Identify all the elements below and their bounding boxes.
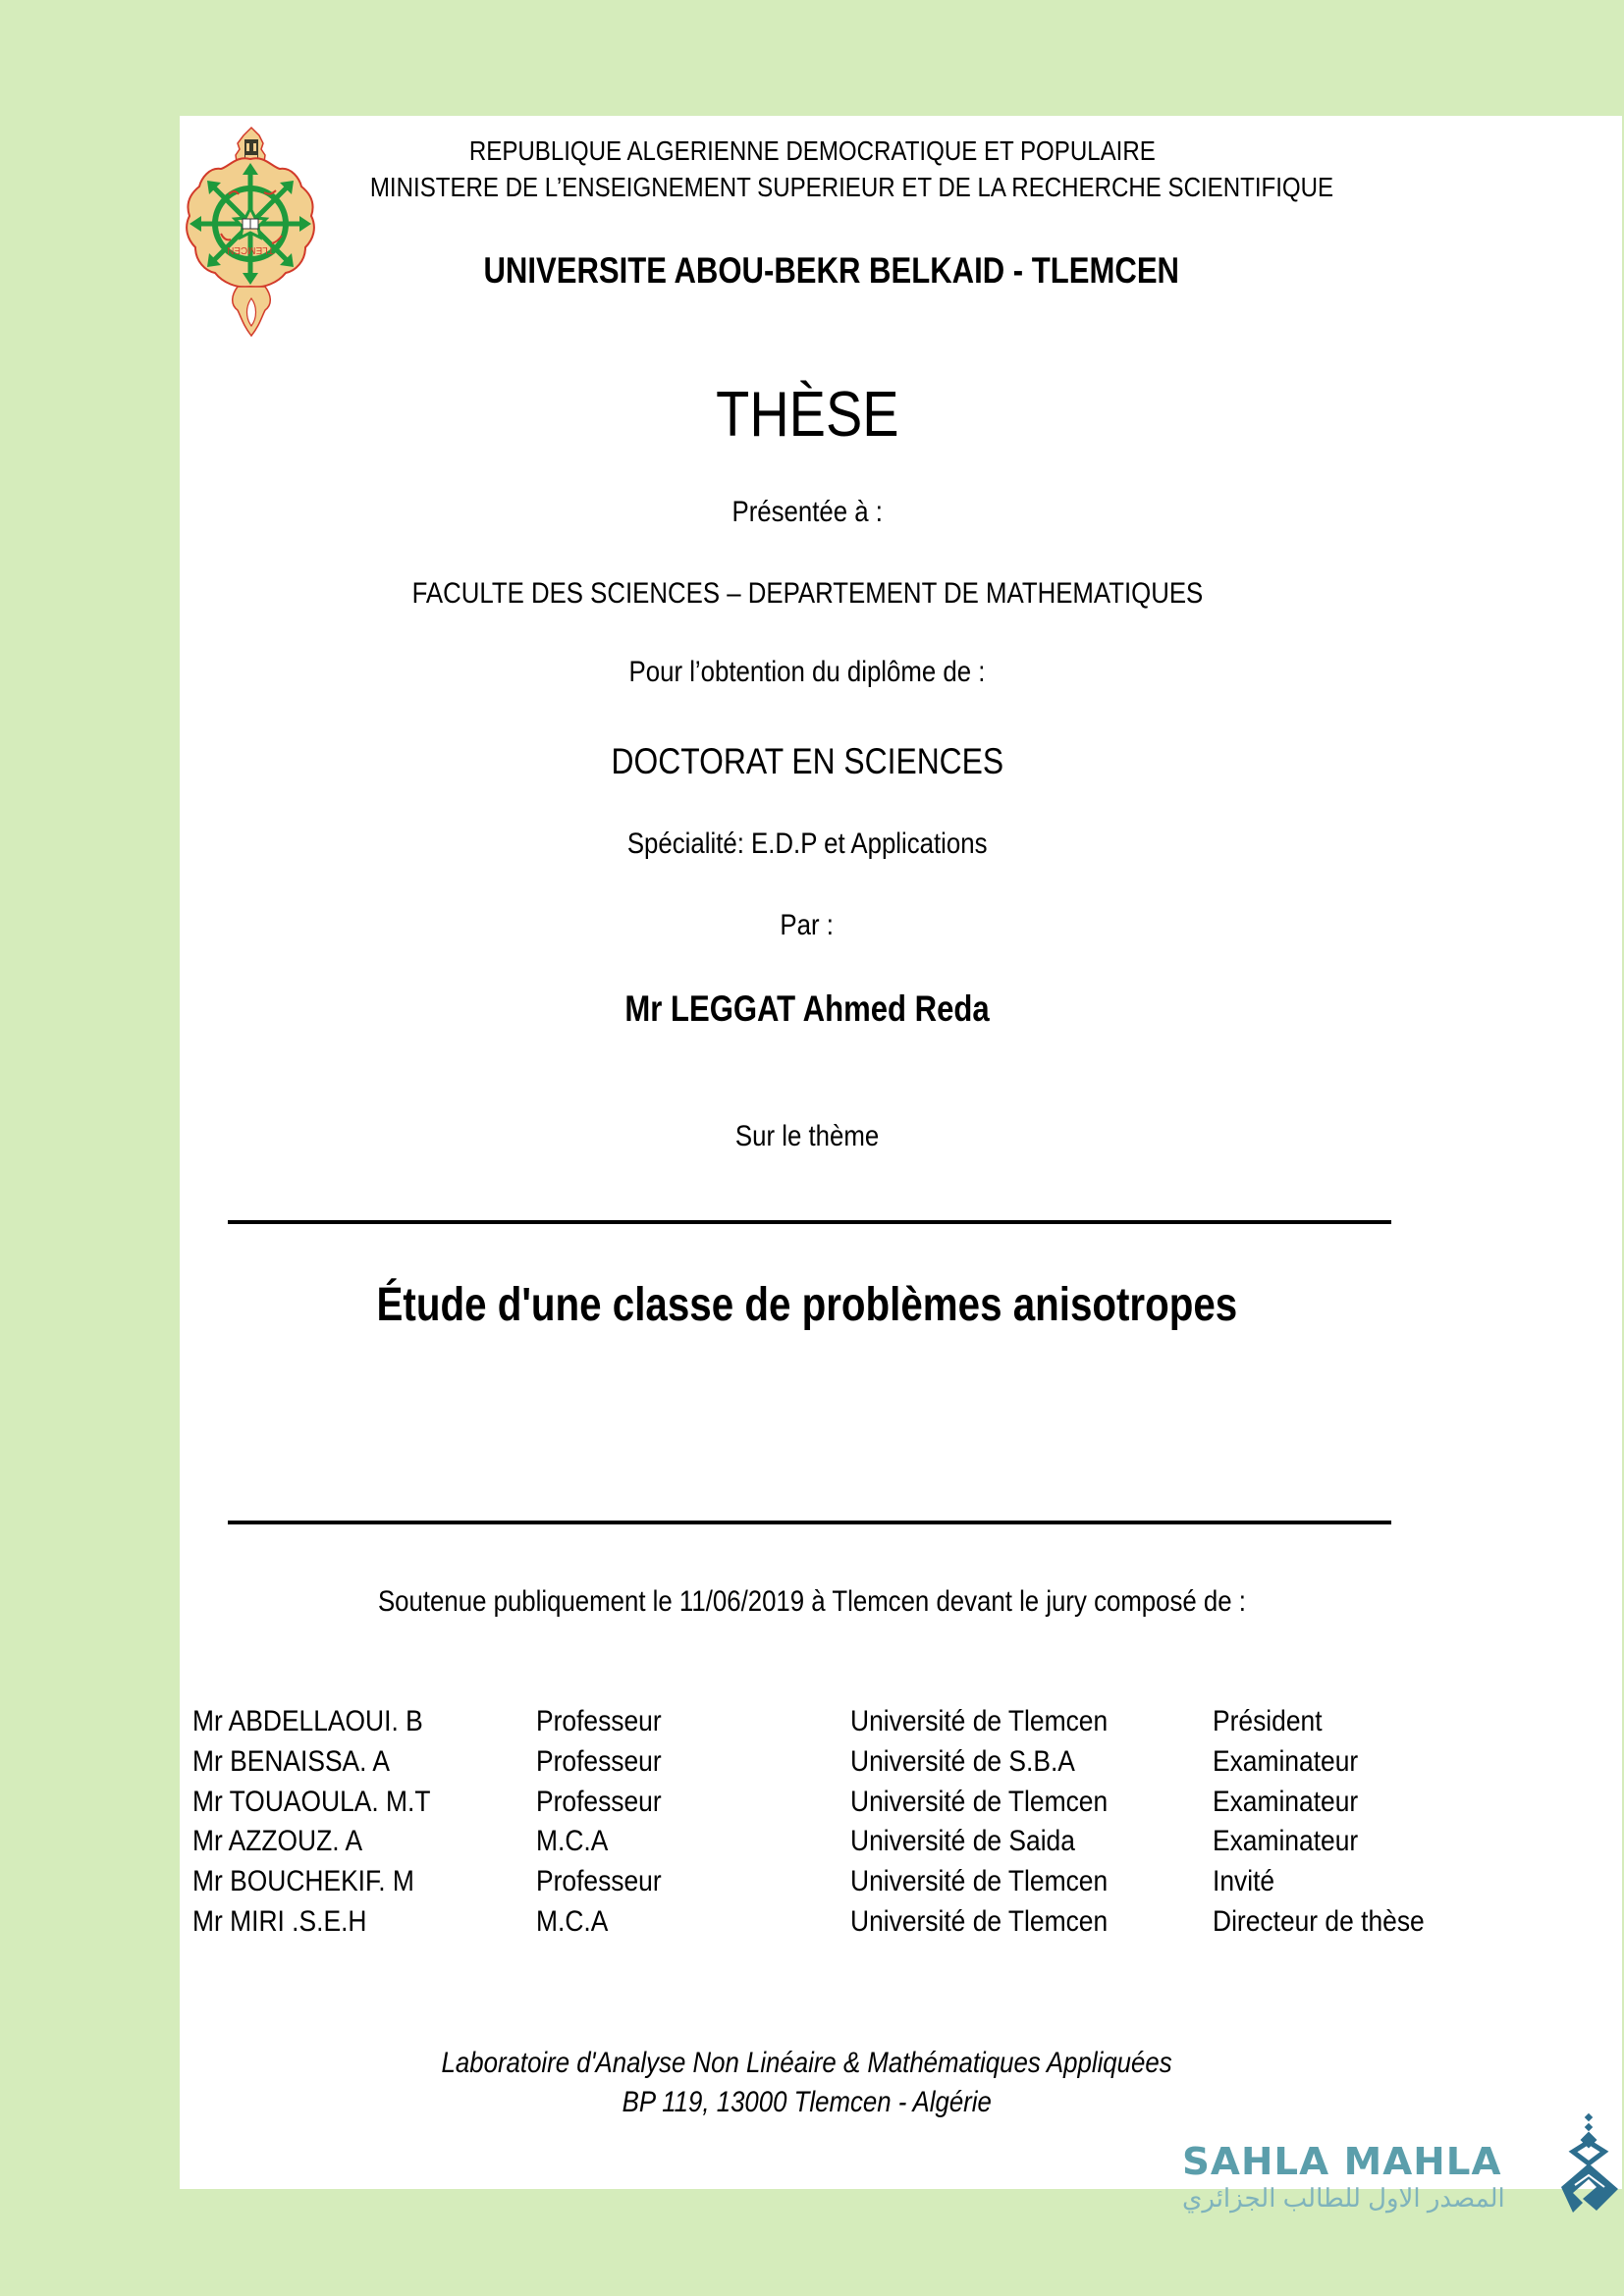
jury-row xyxy=(0,1865,1624,1904)
jury-member-university: Université de Tlemcen xyxy=(850,1905,1109,1938)
jury-member-rank: Professeur xyxy=(536,1865,662,1897)
jury-member-role: Directeur de thèse xyxy=(1213,1905,1425,1938)
jury-member-name: Mr ABDELLAOUI. B xyxy=(192,1705,423,1737)
watermark-brand: SAHLA MAHLA xyxy=(1182,2140,1502,2183)
republic-line xyxy=(0,137,1624,165)
by-label-text: Par : xyxy=(780,909,835,941)
presented-to-text: Présentée à : xyxy=(731,496,883,528)
presented-to-label xyxy=(0,498,1619,527)
theme-label-text: Sur le thème xyxy=(734,1120,880,1152)
sahla-mahla-watermark xyxy=(1174,2110,1624,2218)
ministry-line xyxy=(39,174,1624,201)
diploma-label xyxy=(0,658,1619,687)
diploma-name xyxy=(0,743,1619,779)
jury-member-role: Examinateur xyxy=(1213,1786,1359,1818)
svg-text:TLEMCEN: TLEMCEN xyxy=(227,244,274,255)
by-label xyxy=(0,911,1619,940)
thesis-title xyxy=(0,1279,1619,1331)
jury-member-role: Président xyxy=(1213,1705,1323,1737)
specialty-text: Spécialité: E.D.P et Applications xyxy=(626,828,988,860)
diploma-text: DOCTORAT EN SCIENCES xyxy=(611,741,1003,781)
watermark-tagline: المصدر الاول للطالب الجزائري xyxy=(1182,2183,1505,2213)
jury-row xyxy=(0,1705,1624,1744)
jury-member-name: Mr BOUCHEKIF. M xyxy=(192,1865,414,1897)
defense-statement-text: Soutenue publiquement le 11/06/2019 à Tlemcen devant le jury composé de : xyxy=(377,1585,1246,1618)
jury-member-rank: Professeur xyxy=(536,1705,662,1737)
title-bottom-rule xyxy=(228,1521,1391,1524)
jury-member-rank: M.C.A xyxy=(536,1825,609,1857)
ministry-text: MINISTERE DE L’ENSEIGNEMENT SUPERIEUR ET DE LA RECHERCHE SCIENTIFIQUE xyxy=(369,172,1333,202)
university-text: UNIVERSITE ABOU-BEKR BELKAID - TLEMCEN xyxy=(483,250,1180,291)
jury-row xyxy=(0,1825,1624,1864)
jury-member-name: Mr TOUAOULA. M.T xyxy=(192,1786,431,1818)
sahla-mahla-logo-icon xyxy=(1553,2112,1624,2216)
jury-member-university: Université de S.B.A xyxy=(850,1745,1075,1778)
jury-member-name: Mr MIRI .S.E.H xyxy=(192,1905,367,1938)
jury-member-rank: Professeur xyxy=(536,1745,662,1778)
jury-row xyxy=(0,1786,1624,1825)
jury-row xyxy=(0,1905,1624,1945)
specialty-line xyxy=(0,829,1619,859)
jury-member-name: Mr AZZOUZ. A xyxy=(192,1825,363,1857)
author-text: Mr LEGGAT Ahmed Reda xyxy=(624,988,990,1029)
thesis-title-text: Étude d'une classe de problèmes anisotropes xyxy=(376,1279,1238,1331)
author-name xyxy=(0,990,1619,1027)
title-top-rule xyxy=(228,1220,1391,1224)
faculty-text: FACULTE DES SCIENCES – DEPARTEMENT DE MATHEMATIQUES xyxy=(411,577,1203,610)
document-type xyxy=(0,378,1619,450)
lab-address-text: BP 119, 13000 Tlemcen - Algérie xyxy=(622,2086,993,2118)
lab-name-text: Laboratoire d'Analyse Non Linéaire & Mathématiques Appliquées xyxy=(441,2047,1173,2079)
jury-member-university: Université de Tlemcen xyxy=(850,1865,1109,1897)
jury-member-role: Invité xyxy=(1213,1865,1275,1897)
diploma-label-text: Pour l’obtention du diplôme de : xyxy=(628,656,986,688)
jury-member-role: Examinateur xyxy=(1213,1825,1359,1857)
doc-type-text: THÈSE xyxy=(715,378,899,450)
defense-statement xyxy=(0,1587,1624,1617)
jury-member-rank: Professeur xyxy=(536,1786,662,1818)
jury-member-role: Examinateur xyxy=(1213,1745,1359,1778)
lab-name xyxy=(0,2049,1619,2078)
jury-row xyxy=(0,1745,1624,1785)
university-name xyxy=(20,252,1624,289)
jury-member-name: Mr BENAISSA. A xyxy=(192,1745,390,1778)
jury-member-university: Université de Tlemcen xyxy=(850,1786,1109,1818)
jury-member-university: Université de Tlemcen xyxy=(850,1705,1109,1737)
jury-member-rank: M.C.A xyxy=(536,1905,609,1938)
faculty-line xyxy=(0,579,1619,609)
jury-member-university: Université de Saida xyxy=(850,1825,1075,1857)
republic-text: REPUBLIQUE ALGERIENNE DEMOCRATIQUE ET POPULAIRE xyxy=(468,135,1156,166)
theme-label xyxy=(0,1122,1619,1151)
